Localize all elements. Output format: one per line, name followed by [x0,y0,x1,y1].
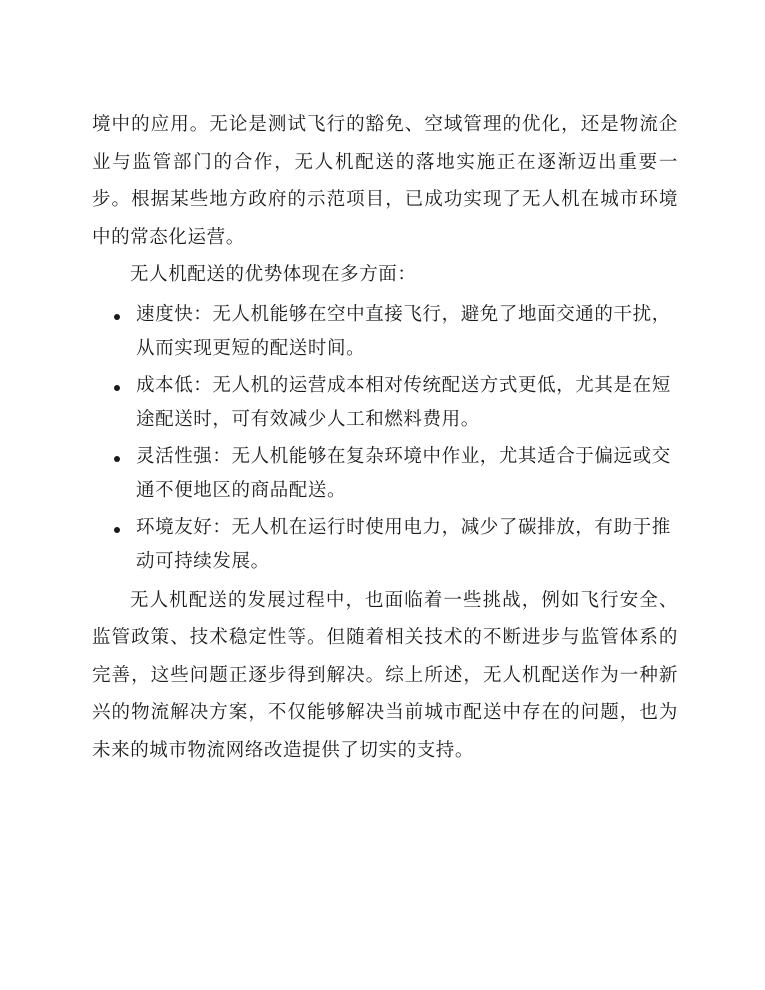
list-item-flexibility [92,440,678,508]
bullet-icon [114,314,120,320]
bullet-icon [114,385,120,391]
list-item-text: 灵活性强：无人机能够在复杂环境中作业，尤其适合于偏远或交通不便地区的商品配送。 [136,445,671,501]
list-item-cost [92,369,678,437]
advantages-list [92,298,678,579]
list-item-speed [92,298,678,366]
list-item-environment [92,511,678,579]
paragraph-advantages-intro: 无人机配送的优势体现在多方面： [130,264,417,285]
paragraph-continued: 境中的应用。无论是测试飞行的豁免、空域管理的优化，还是物流企业与监管部门的合作，无人机配送的落地实施正在逐渐迈出重要一步。根据某些地方政府的示范项目，已成功实现了无人机在城市环境中的常态化运营。 [92,114,678,248]
bullet-icon [114,456,120,462]
document-body [92,106,678,769]
list-item-text: 速度快：无人机能够在空中直接飞行，避免了地面交通的干扰，从而实现更短的配送时间。 [136,303,671,359]
bullet-icon [114,527,120,533]
paragraph-challenges-conclusion: 无人机配送的发展过程中，也面临着一些挑战，例如飞行安全、监管政策、技术稳定性等。但随着相关技术的不断进步与监管体系的完善，这些问题正逐步得到解决。综上所述，无人机配送作为一种新兴的物流解决方案，不仅能够解决当前城市配送中存在的问题，也为未来的城市物流网络改造提供了切实的支持。 [92,589,678,761]
list-item-text: 环境友好：无人机在运行时使用电力，减少了碳排放，有助于推动可持续发展。 [136,516,671,572]
list-item-text: 成本低：无人机的运营成本相对传统配送方式更低，尤其是在短途配送时，可有效减少人工和燃料费用。 [136,374,671,430]
